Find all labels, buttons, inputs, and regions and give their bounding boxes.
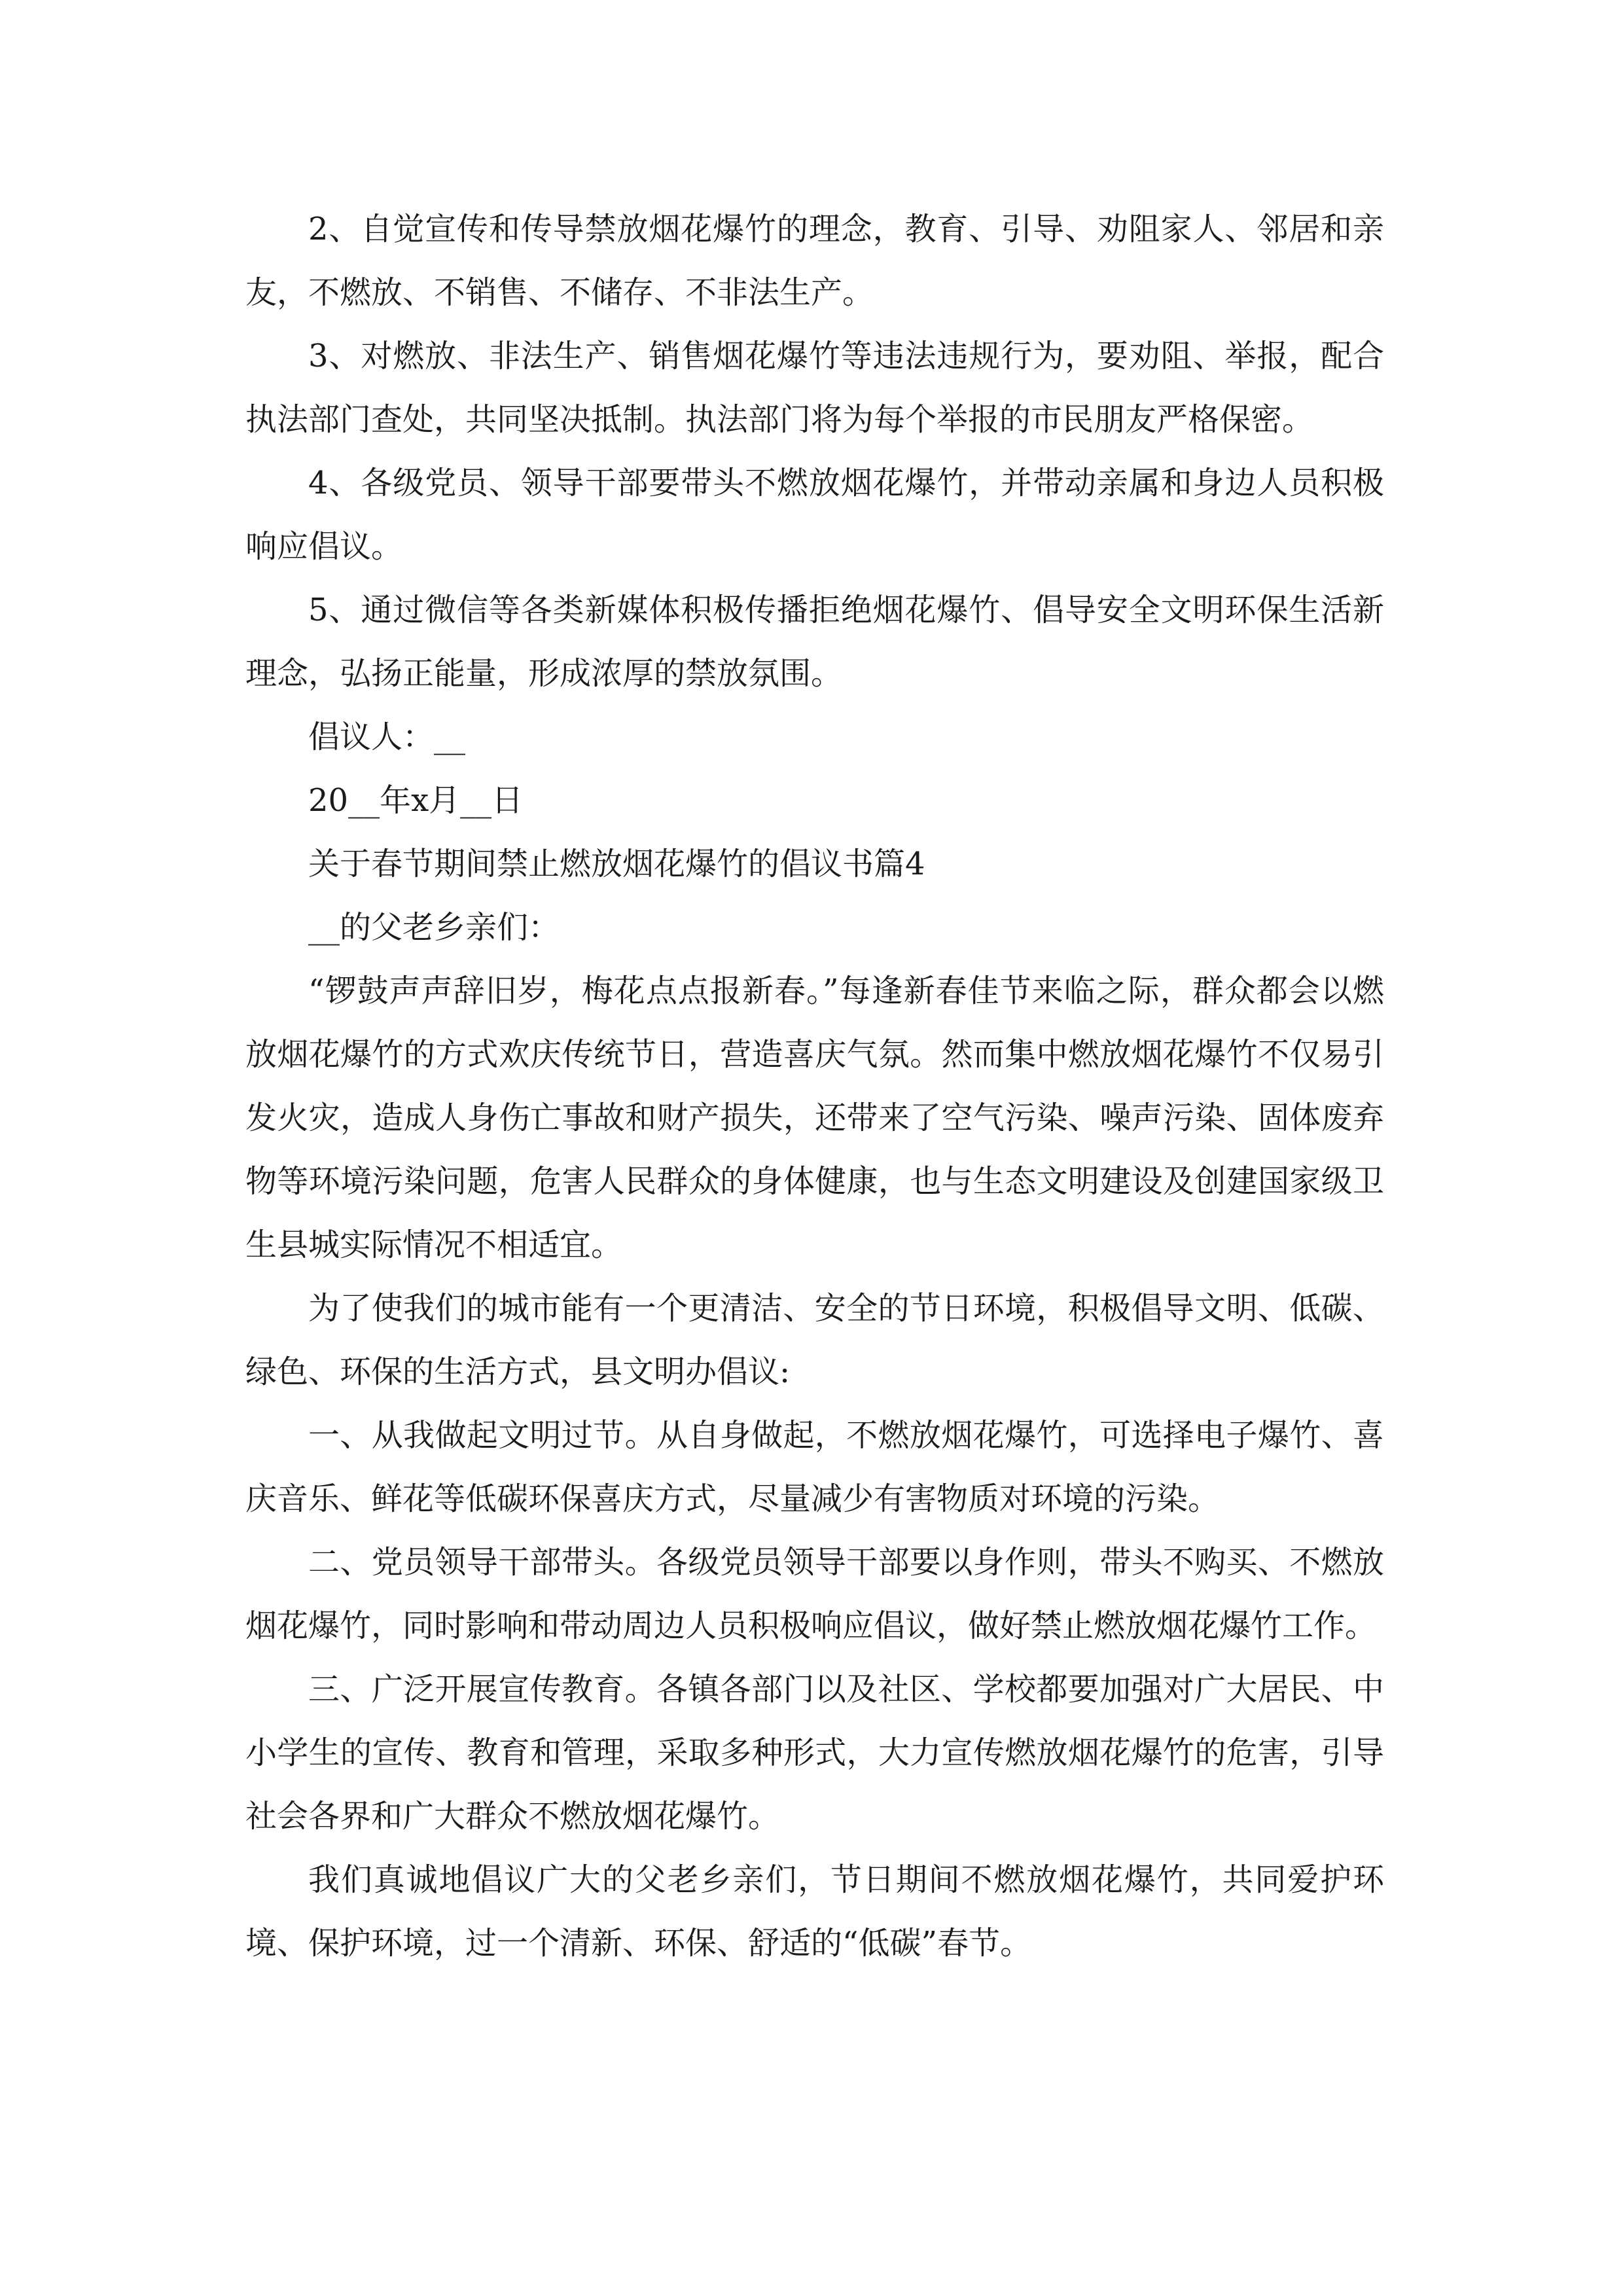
paragraph-item-3: 3、对燃放、非法生产、销售烟花爆竹等违法违规行为，要劝阻、举报，配合执法部门查处，共同坚决抵制。执法部门将为每个举报的市民朋友严格保密。 (245, 338, 1384, 438)
paragraph-intro: “锣鼓声声辞旧岁，梅花点点报新春。”每逢新春佳节来临之际，群众都会以燃放烟花爆竹的方式欢庆传统节日，营造喜庆气氛。然而集中燃放烟花爆竹不仅易引发火灾，造成人身伤亡事故和财产损失，还带来了空气污染、噪声污染、固体废弃物等环境污染问题，危害人民群众的身体健康，也与生态文明建设及创建国家级卫生县城实际情况不相适宜。 (245, 973, 1384, 1263)
proposer-line: 倡议人：__ (308, 719, 466, 755)
paragraph-proposal: 为了使我们的城市能有一个更清洁、安全的节日环境，积极倡导文明、低碳、绿色、环保的生活方式，县文明办倡议: (245, 1290, 1384, 1390)
section-heading: 关于春节期间禁止燃放烟花爆竹的倡议书篇4 (308, 846, 925, 882)
salutation: __的父老乡亲们： (308, 909, 560, 946)
paragraph-point-1: 一、从我做起文明过节。从自身做起，不燃放烟花爆竹，可选择电子爆竹、喜庆音乐、鲜花等低碳环保喜庆方式，尽量减少有害物质对环境的污染。 (245, 1417, 1384, 1517)
paragraph-closing: 我们真诚地倡议广大的父老乡亲们，节日期间不燃放烟花爆竹，共同爱护环境、保护环境，过一个清新、环保、舒适的“低碳”春节。 (245, 1861, 1384, 1962)
paragraph-item-4: 4、各级党员、领导干部要带头不燃放烟花爆竹，并带动亲属和身边人员积极响应倡议。 (245, 465, 1384, 565)
paragraph-item-5: 5、通过微信等各类新媒体积极传播拒绝烟花爆竹、倡导安全文明环保生活新理念，弘扬正能量，形成浓厚的禁放氛围。 (245, 592, 1384, 692)
date-line: 20__年x月__日 (308, 782, 524, 819)
paragraph-item-2: 2、自觉宣传和传导禁放烟花爆竹的理念，教育、引导、劝阻家人、邻居和亲友，不燃放、不销售、不储存、不非法生产。 (245, 211, 1384, 311)
paragraph-point-2: 二、党员领导干部带头。各级党员领导干部要以身作则，带头不购买、不燃放烟花爆竹，同时影响和带动周边人员积极响应倡议，做好禁止燃放烟花爆竹工作。 (245, 1544, 1384, 1644)
document-body (245, 198, 1384, 1975)
paragraph-point-3: 三、广泛开展宣传教育。各镇各部门以及社区、学校都要加强对广大居民、中小学生的宣传、教育和管理，采取多种形式，大力宣传燃放烟花爆竹的危害，引导社会各界和广大群众不燃放烟花爆竹。 (245, 1671, 1384, 1835)
